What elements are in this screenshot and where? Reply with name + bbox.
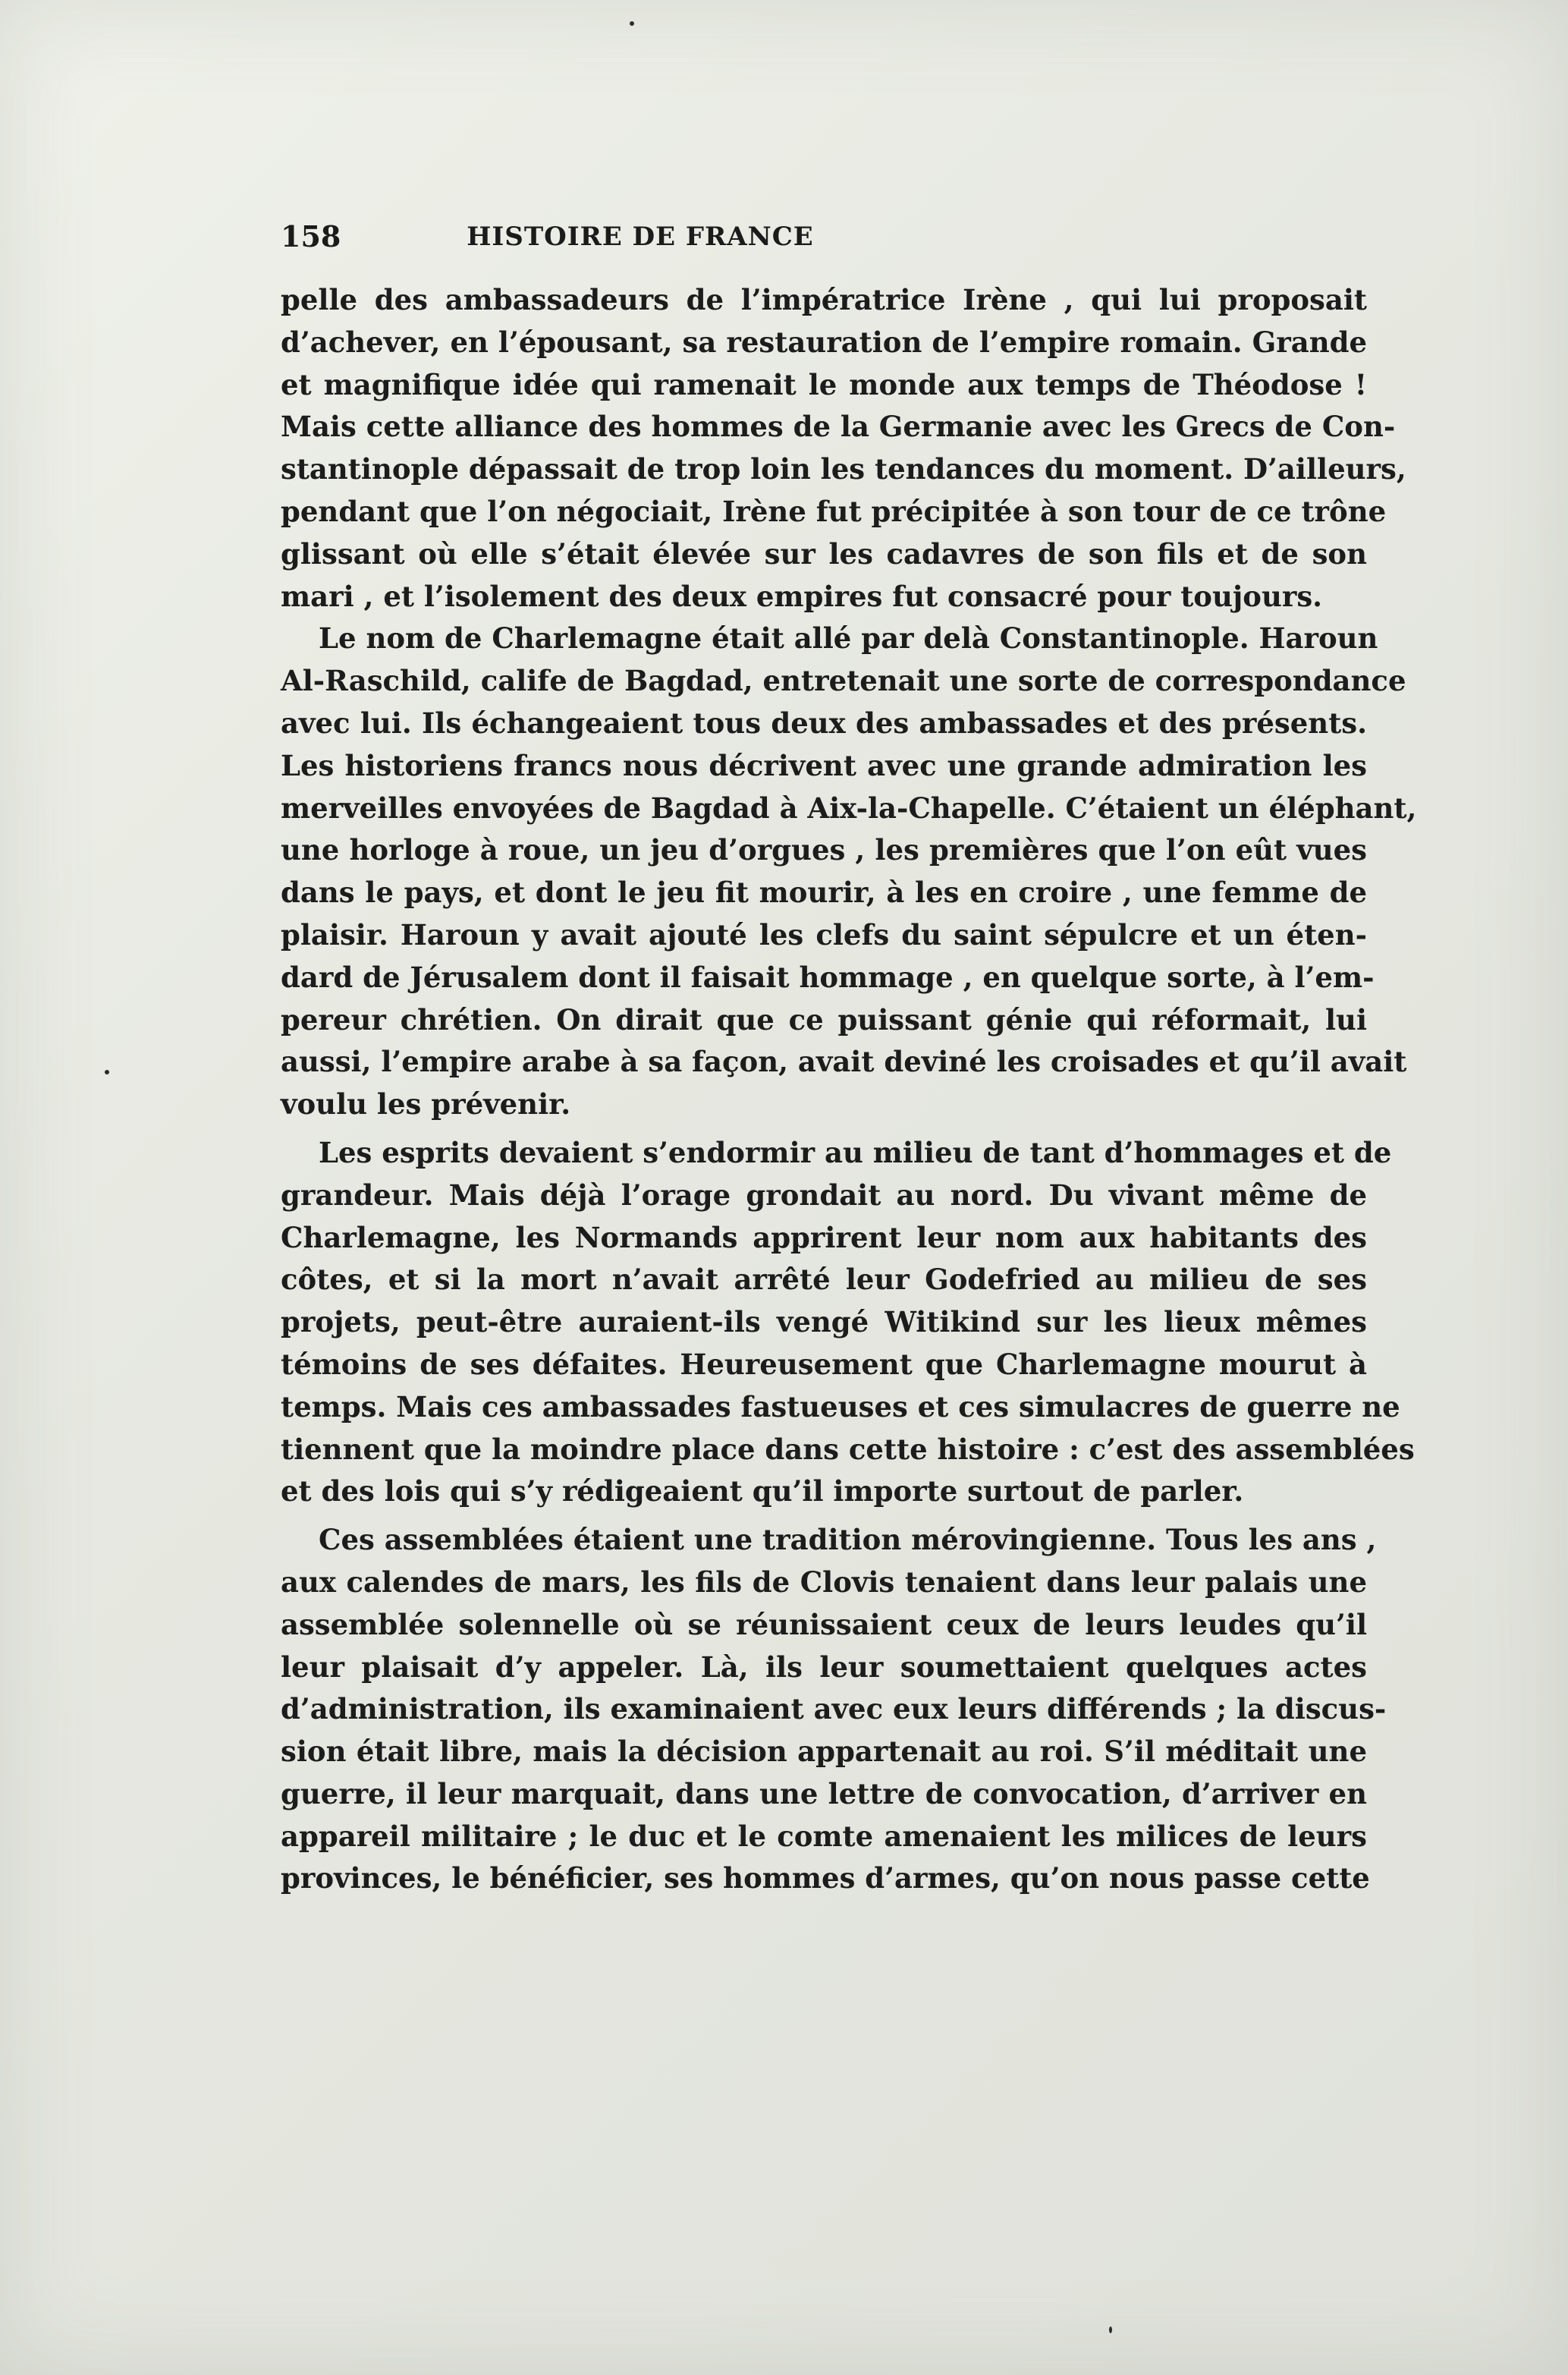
text-line: aux calendes de mars, les fils de Clovis tenaient dans leur palais une — [281, 1565, 1367, 1599]
text-line: provinces, le bénéficier, ses hommes d’armes, qu’on nous passe cette — [281, 1861, 1370, 1895]
text-line: glissant où elle s’était élevée sur les cadavres de son fils et de son — [281, 536, 1367, 571]
paragraph — [281, 279, 1406, 618]
body-text — [281, 279, 1417, 1900]
text-line: temps. Mais ces ambassades fastueuses et ces simulacres de guerre ne — [281, 1389, 1400, 1423]
text-line: et des lois qui s’y rédigeaient qu’il importe surtout de parler. — [281, 1474, 1244, 1508]
text-line: Mais cette alliance des hommes de la Germanie avec les Grecs de Con- — [281, 410, 1396, 444]
text-line: tiennent que la moindre place dans cette histoire : c’est des assemblées — [281, 1432, 1415, 1466]
ink-speck — [1109, 2326, 1112, 2333]
text-line: et magnifique idée qui ramenait le monde aux temps de Théodose ! — [281, 367, 1367, 401]
text-line: plaisir. Haroun y avait ajouté les clefs du saint sépulcre et un éten- — [281, 917, 1367, 952]
ink-speck — [630, 21, 634, 26]
text-line: Charlemagne, les Normands apprirent leur nom aux habitants des — [281, 1220, 1367, 1254]
text-line: Ces assemblées étaient une tradition mérovingienne. Tous les ans , — [319, 1523, 1377, 1557]
text-line: appareil militaire ; le duc et le comte amenaient les milices de leurs — [281, 1819, 1367, 1853]
paragraph — [281, 1132, 1415, 1513]
text-line: voulu les prévenir. — [281, 1087, 571, 1121]
paragraph — [281, 618, 1417, 1126]
text-line: côtes, et si la mort n’avait arrêté leur Godefried au milieu de ses — [281, 1263, 1367, 1297]
text-line: d’achever, en l’épousant, sa restauration de l’empire romain. Grande — [281, 325, 1367, 359]
text-line: aussi, l’empire arabe à sa façon, avait deviné les croisades et qu’il avait — [281, 1045, 1407, 1079]
page-number: 158 — [281, 219, 341, 253]
text-line: stantinople dépassait de trop loin les tendances du moment. D’ailleurs, — [281, 452, 1406, 486]
paragraph-gap — [281, 1126, 1367, 1132]
ink-speck — [105, 1070, 109, 1074]
text-line: dard de Jérusalem dont il faisait hommage , en quelque sorte, à l’em- — [281, 960, 1375, 994]
text-line: mari , et l’isolement des deux empires fut consacré pour toujours. — [281, 579, 1323, 613]
text-line: leur plaisait d’y appeler. Là, ils leur soumettaient quelques actes — [281, 1650, 1367, 1684]
text-line: avec lui. Ils échangeaient tous deux des ambassades et des présents. — [281, 706, 1367, 740]
text-line: témoins de ses défaites. Heureusement que Charlemagne mourut à — [281, 1347, 1367, 1381]
text-line: sion était libre, mais la décision appartenait au roi. S’il méditait une — [281, 1735, 1367, 1769]
text-line: Les historiens francs nous décrivent avec une grande admiration les — [281, 748, 1367, 782]
paragraph-gap — [281, 1513, 1367, 1519]
text-line: d’administration, ils examinaient avec eux leurs différends ; la discus- — [281, 1692, 1387, 1726]
text-line: projets, peut-être auraient-ils vengé Witikind sur les lieux mêmes — [281, 1305, 1367, 1339]
text-line: Al-Raschild, calife de Bagdad, entretenait une sorte de correspondance — [281, 664, 1406, 698]
text-line: dans le pays, et dont le jeu fit mourir, à les en croire , une femme de — [281, 876, 1367, 910]
text-line: pereur chrétien. On dirait que ce puissant génie qui réformait, lui — [281, 1002, 1367, 1037]
paragraph — [281, 1519, 1387, 1900]
text-line: guerre, il leur marquait, dans une lettre de convocation, d’arriver en — [281, 1776, 1367, 1810]
text-line: merveilles envoyées de Bagdad à Aix-la-Chapelle. C’étaient un éléphant, — [281, 791, 1417, 825]
text-line: pelle des ambassadeurs de l’impératrice Irène , qui lui proposait — [281, 283, 1367, 316]
page-header — [281, 214, 1000, 260]
text-line: pendant que l’on négociait, Irène fut précipitée à son tour de ce trône — [281, 494, 1387, 528]
running-title: HISTOIRE DE FRANCE — [467, 222, 814, 252]
text-line: une horloge à roue, un jeu d’orgues , les premières que l’on eût vues — [281, 833, 1367, 867]
text-line: Le nom de Charlemagne était allé par delà Constantinople. Haroun — [319, 621, 1378, 656]
text-line: grandeur. Mais déjà l’orage grondait au nord. Du vivant même de — [281, 1178, 1367, 1212]
text-line: assemblée solennelle où se réunissaient ceux de leurs leudes qu’il — [281, 1607, 1367, 1641]
text-line: Les esprits devaient s’endormir au milieu de tant d’hommages et de — [319, 1135, 1392, 1169]
